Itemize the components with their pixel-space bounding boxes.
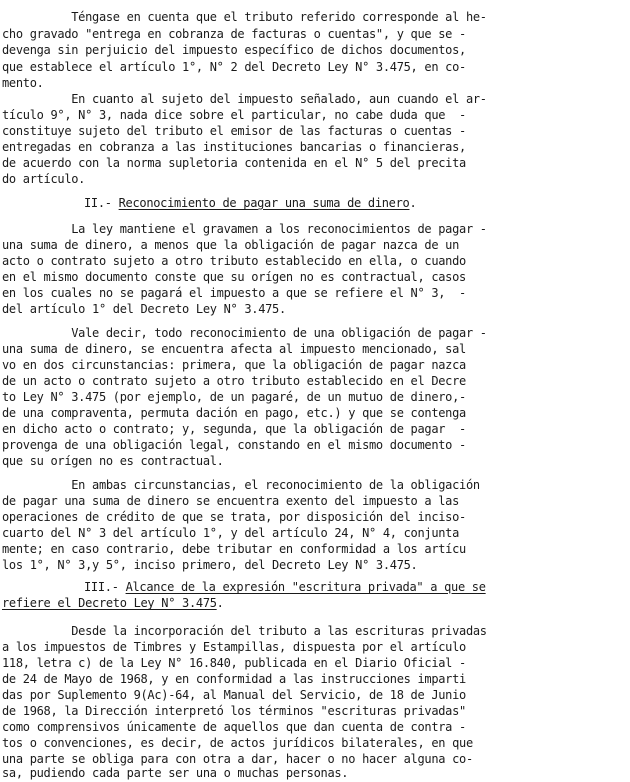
- text-line: tículo 9°, N° 3, nada dice sobre el particular, no cabe duda que -: [2, 108, 466, 122]
- heading-number: II.-: [84, 196, 119, 210]
- heading-end: .: [216, 596, 224, 610]
- text-line: que su orígen no es contractual.: [2, 454, 224, 468]
- text-line: de 24 de Mayo de 1968, y en conformidad a las instrucciones imparti: [2, 672, 466, 686]
- text-line: devenga sin perjuicio del impuesto específico de dichos documentos,: [2, 43, 466, 57]
- text-line: cho gravado "entrega en cobranza de facturas o cuentas", y que se -: [2, 27, 466, 41]
- text-line: en los cuales no se pagará el impuesto a que se refiere el N° 3, -: [2, 286, 466, 300]
- text-line: constituye sujeto del tributo el emisor de las facturas o cuentas -: [2, 124, 466, 138]
- text-line: das por Suplemento 9(Ac)-64, al Manual del Servicio, de 18 de Junio: [2, 688, 466, 702]
- heading-title: Reconocimiento de pagar una suma de dinero: [118, 196, 410, 210]
- text-line: operaciones de crédito de que se trata, por disposición del inciso-: [2, 510, 466, 524]
- text-line: Desde la incorporación del tributo a las escrituras privadas: [2, 624, 487, 638]
- text-line: acto o contrato sujeto a otro tributo establecido en ella, o cuando: [2, 254, 466, 268]
- text-line: de un acto o contrato sujeto a otro tributo establecido en el Decre: [2, 374, 466, 388]
- text-line: una suma de dinero, a menos que la obligación de pagar nazca de un: [2, 238, 460, 252]
- section-heading-2: [84, 196, 416, 210]
- text-line: La ley mantiene el gravamen a los reconocimientos de pagar -: [2, 222, 487, 236]
- text-line: Vale decir, todo reconocimiento de una obligación de pagar -: [2, 326, 487, 340]
- heading-line: [2, 596, 224, 610]
- text-line: entregadas en cobranza a las instituciones bancarias o financieras,: [2, 140, 466, 154]
- text-line: vo en dos circunstancias: primera, que la obligación de pagar nazca: [2, 358, 466, 372]
- text-line: provenga de una obligación legal, constando en el mismo documento -: [2, 438, 466, 452]
- text-line: do artículo.: [2, 172, 86, 186]
- text-line: del artículo 1° del Decreto Ley N° 3.475.: [2, 302, 286, 316]
- text-line: En cuanto al sujeto del impuesto señalado, aun cuando el ar-: [2, 92, 487, 106]
- text-line: una suma de dinero, se encuentra afecta al impuesto mencionado, sal: [2, 342, 466, 356]
- text-line: en dicho acto o contrato; y, segunda, que la obligación de pagar -: [2, 422, 466, 436]
- heading-end: .: [409, 196, 417, 210]
- text-line: Téngase en cuenta que el tributo referido corresponde al he-: [2, 10, 487, 24]
- text-line: a los impuestos de Timbres y Estampillas, dispuesta por el artículo: [2, 640, 466, 654]
- text-line: como comprensivos únicamente de aquellos que dan cuenta de contra -: [2, 720, 466, 734]
- text-line: de 1968, la Dirección interpretó los términos "escrituras privadas": [2, 704, 466, 718]
- text-line: que establece el artículo 1°, N° 2 del Decreto Ley N° 3.475, en co-: [2, 60, 466, 74]
- text-line: los 1°, N° 3,y 5°, inciso primero, del Decreto Ley N° 3.475.: [2, 558, 418, 572]
- heading-title-part-2: refiere el Decreto Ley N° 3.475: [2, 596, 217, 610]
- text-line: cuarto del N° 3 del artículo 1°, y del artículo 24, N° 4, conjunta: [2, 526, 460, 540]
- text-line: de pagar una suma de dinero se encuentra exento del impuesto a las: [2, 494, 460, 508]
- text-line: mente; en caso contrario, debe tributar en conformidad a los artícu: [2, 542, 466, 556]
- heading-number: III.-: [84, 580, 126, 594]
- text-line: sa, pudiendo cada parte ser una o muchas personas.: [2, 766, 349, 780]
- text-line: En ambas circunstancias, el reconocimiento de la obligación: [2, 478, 480, 492]
- text-line: 118, letra c) de la Ley N° 16.840, publicada en el Diario Oficial -: [2, 656, 466, 670]
- text-line: una parte se obliga para con otra a dar, hacer o no hacer alguna co-: [2, 752, 473, 766]
- text-line: de acuerdo con la norma supletoria contenida en el N° 5 del precita: [2, 156, 466, 170]
- text-line: to Ley N° 3.475 (por ejemplo, de un pagaré, de un mutuo de dinero,-: [2, 390, 466, 404]
- text-line: de una compraventa, permuta dación en pago, etc.) y que se contenga: [2, 406, 466, 420]
- text-line: mento.: [2, 76, 44, 90]
- text-line: tos o convenciones, es decir, de actos jurídicos bilaterales, en que: [2, 736, 473, 750]
- heading-line: [84, 580, 486, 594]
- text-line: en el mismo documento conste que su orígen no es contractual, casos: [2, 270, 466, 284]
- heading-title-part-1: Alcance de la expresión "escritura privada" a que se: [125, 580, 486, 594]
